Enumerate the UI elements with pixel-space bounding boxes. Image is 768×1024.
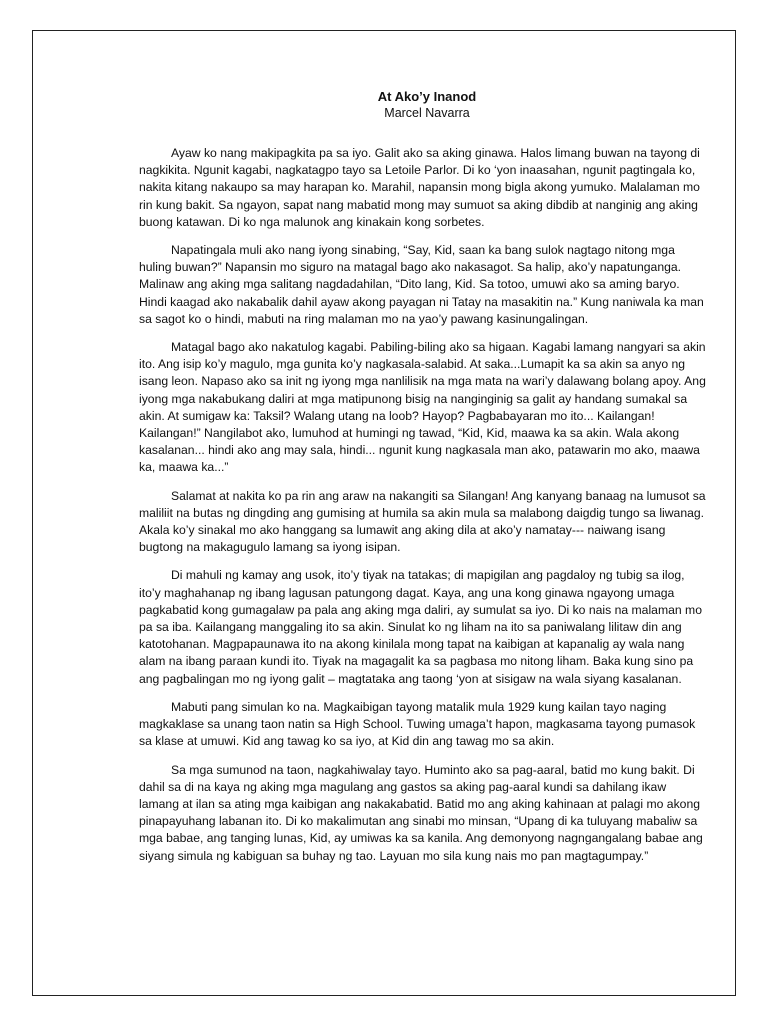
document-body (139, 88, 709, 876)
document-author: Marcel Navarra (384, 106, 470, 120)
paragraph-7: Sa mga sumunod na taon, nagkahiwalay tayo. Huminto ako sa pag-aaral, batid mo kung bakit. Di dahil sa di na kaya ng aking mga magulang ang gastos sa aking pag-aaral kundi sa dahilang ikaw lamang at ilan sa ating mga kaibigan ang nakakabatid. Batid mo ang aking kahinaan at palagi mo akong pinapayuhang labanan ito. Di ko makalimutan ang sinabi mo minsan, “Upang di ka tuluyang mabaliw sa mga babae, ang tanging lunas, Kid, ay umiwas ka sa kanila. Ang demonyong nagngangalang babae ang siyang simula ng kabiguan sa buhay ng tao. Layuan mo sila kung nais mo pan magtagumpay.” (139, 762, 703, 863)
paragraph-1: Ayaw ko nang makipagkita pa sa iyo. Galit ako sa aking ginawa. Halos limang buwan na tayong di nagkikita. Ngunit kagabi, nagkatagpo tayo sa Letoile Parlor. Di ko ‘yon inaasahan, ngunit pagtingala ko, nakita kitang nakaupo sa may harapan ko. Marahil, napansin mong bigla akong yumuko. Malalaman mo rin kung bakit. Sa ngayon, sapat nang mabatid mong may sumuot sa aking dibdib at nanginig ang aking buong katawan. Di ko nga malunok ang kinakain kong sorbetes. (139, 146, 700, 229)
paragraph-4: Salamat at nakita ko pa rin ang araw na nakangiti sa Silangan! Ang kanyang banaag na lumusot sa maliliit na butas ng dingding ang gumising at humila sa akin mula sa malabong daigdig tungo sa liwanag. Akala ko’y sinakal mo ako hanggang sa lumawit ang aking dila at ako’y namatay--- naiwang isang bugtong na makagugulo lamang sa iyong isipan. (139, 488, 706, 555)
paragraph-5: Di mahuli ng kamay ang usok, ito’y tiyak na tatakas; di mapigilan ang pagdaloy ng tubig sa ilog, ito’y maghahanap ng ibang lagusan patungong dagat. Kaya, ang una kong ginawa ngayong umaga pagkabatid kong gumagalaw pa pala ang aking mga daliri, ay sumulat sa iyo. Di ko nais na malaman mo pa sa iba. Kailangang manggaling ito sa akin. Sinulat ko ng liham na ito sa paniwalang lilitaw din ang katotohanan. Magpapaunawa ito na akong kinilala mong tapat na kaibigan at kapanalig ay wala nang alam na ibang paraan kundi ito. Tiyak na magagalit ka sa pagbasa mo nitong liham. Baka kung sino pa ang pagbalingan mo ng iyong galit – magtataka ang taong ‘yon at sisigaw na wala siyang kasalanan. (139, 568, 702, 686)
page-sheet (32, 30, 736, 996)
paragraph-6: Mabuti pang simulan ko na. Magkaibigan tayong matalik mula 1929 kung kailan tayo naging magkaklase sa unang taon natin sa High School. Tuwing umaga’t hapon, magkasama tayong pumasok sa klase at umuwi. Kid ang tawag ko sa iyo, at Kid din ang tawag mo sa akin. (139, 699, 696, 749)
paragraph-3: Matagal bago ako nakatulog kagabi. Pabiling-biling ako sa higaan. Kagabi lamang nangyari sa akin ito. Ang isip ko’y magulo, mga gunita ko’y nagkasala-salabid. At saka...Lumapit ka sa akin sa anyo ng isang leon. Napaso ako sa init ng iyong mga nanlilisik na mga mata na wari’y dalawang bolang apoy. Ang iyong mga nakabukang daliri at mga matipunong bisig na nanginginig sa galit ay handang sumakal sa akin. At sumigaw ka: Taksil? Walang utang na loob? Hayop? Pagbabayaran mo ito... Kailangan! Kailangan!” Nangilabot ako, lumuhod at humingi ng tawad, “Kid, Kid, maawa ka sa akin. Wala akong kasalanan... hindi ako ang may sala, hindi... ngunit kung nagkasala man ako, patawarin mo ako, maawa ka, maawa ka...” (139, 340, 706, 475)
paragraph-2: Napatingala muli ako nang iyong sinabing, “Say, Kid, saan ka bang sulok nagtago nitong mga huling buwan?” Napansin mo siguro na matagal bago ako nakasagot. Sa halip, ako’y napatunganga. Malinaw ang aking mga salitang nagdadahilan, “Dito lang, Kid. Sa totoo, umuwi ako sa aming baryo. Hindi kaagad ako nakabalik dahil ayaw akong payagan ni Tatay na masakitin na.” Kung naniwala ka man sa sagot ko o hindi, mabuti na ring malaman mo na yao’y pawang kasinungalingan. (139, 243, 704, 326)
document-title: At Ako’y Inanod (377, 89, 477, 104)
